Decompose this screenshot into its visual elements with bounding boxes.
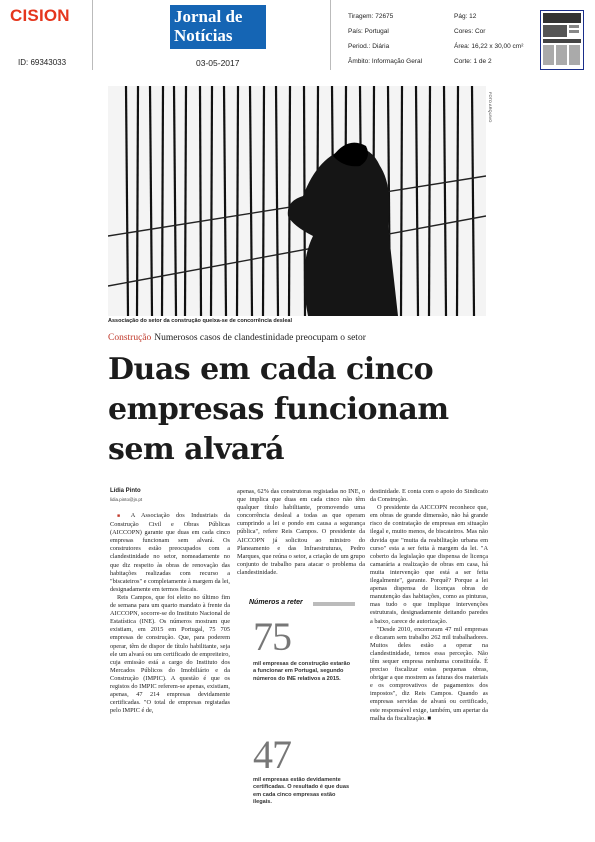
photo-caption: Associação do setor da construção queixa-se de concorrência desleal <box>108 318 293 324</box>
divider <box>330 0 331 70</box>
paragraph: apenas, 62% das construtoras registadas no INE, o que implica que duas em cada cinco não têm qualquer título habilitante, promovendo uma concorrência desleal a todas as que operam cumprindo a lei e pondo em causa a segurança pública", refere Reis Campos. O presidente da AICCOPN já solicitou ao ministro do Planeamento e das Infraestruturas, Pedro Marques, que reúna o setor, a criação de um grupo conjunto de trabalho para atacar o problema da clandestinidade. <box>237 488 365 576</box>
meta-pag: Pág: 12 <box>454 13 477 20</box>
stat-number: 47 <box>253 732 291 777</box>
photo-credit: FOTO ARQUIVO <box>488 92 493 123</box>
author-name: Lídia Pinto <box>110 488 141 494</box>
divider <box>92 0 93 70</box>
meta-corte: Corte: 1 de 2 <box>454 58 492 65</box>
paragraph-text: "Desde 2010, encerraram 47 mil empresas e dicaram sem trabalho 262 mil trabalhadores. Muitos deles estão a operar na clandestinidade, temos essa perceção. Não têm sequer empresa nenhuma constituída. É preciso fiscalizar estas pequenas obras, obrigar a que mostrem as faturas dos materiais e os comprovativos de pagamentos dos impostos", diz Reis Campos. Quando as empresas servidas de alvará ou certificado, este responsável exige, também, um apertar da malha da fiscalização. <box>370 625 488 722</box>
body-column-3 <box>370 488 488 723</box>
article-photo <box>108 86 486 316</box>
paragraph-text: A Associação dos Industriais da Construção Civil e Obras Públicas (AICCOPN) garante que duas em cada cinco empresas funcionam sem alvará. Os construtores estão preocupados com a clandestinidade no setor, nomeadamente no que diz respeito às obras de renovação das habitações realizadas com recurso a "biscateiros" e completamente à margem da lei, designadamente em termos fiscais. <box>110 512 230 593</box>
stat-number: 75 <box>253 614 291 659</box>
body-column-1 <box>110 512 230 715</box>
meta-ambito: Âmbito: Informação Geral <box>348 58 423 65</box>
paragraph <box>370 626 488 723</box>
numbers-box <box>245 599 355 815</box>
meta-area: Área: 16,22 x 30,00 cm² <box>454 43 524 50</box>
author-email: lidia.pinto@jn.pt <box>110 497 143 502</box>
stat-text: mil empresas estão devidamente certificadas. O resultado é que duas em cada cinco empresas estão ilegais. <box>253 777 350 806</box>
headline-line: Duas em cada cinco <box>108 352 434 387</box>
paragraph: destinidade. E conta com o apoio do Sindicato da Construção. <box>370 488 488 504</box>
publication-name-line1: Jornal de <box>174 7 243 26</box>
meta-period: Period.: Diária <box>348 43 390 50</box>
headline-line: sem alvará <box>108 432 285 467</box>
headline <box>108 350 498 470</box>
title-bar <box>313 602 355 606</box>
cision-logo: CISION <box>10 6 70 25</box>
kicker-text: Numerosos casos de clandestinidade preocupam o setor <box>154 333 366 343</box>
page-thumbnail[interactable] <box>540 10 584 70</box>
publication-date: 03-05-2017 <box>196 58 240 68</box>
numbers-box-title: Números a reter <box>249 599 303 606</box>
meta-tiragem: Tiragem: 72675 <box>348 13 394 20</box>
publication-name-line2: Notícias <box>174 26 233 45</box>
section-label: Construção <box>108 333 152 343</box>
end-marker-icon: ■ <box>427 714 432 722</box>
kicker <box>108 333 366 343</box>
meta-cores: Cores: Cor <box>454 28 486 35</box>
meta-pais: País: Portugal <box>348 28 389 35</box>
headline-line: empresas funcionam <box>108 392 449 427</box>
paragraph: O presidente da AICCOPN reconhece que, em obras de grande dimensão, não há grande risco de contratação de empresas em situação ilegal e, muito menos, de biscateiros. Mas não duvida que "muita da reabilitação urbana em curso" esta a ser feita à margem da lei. "A coberto da legislação que dispensa de licença camarária a realização de obras em casa, há muita intervenção que está a ser feita ilegalmente", garante. Porquê? Porque a lei apenas dispensa de licenças obras de manutenção das habitações, como as pinturas, mas tudo o que implique intervenções estruturais, designadamente deitando paredes a baixo, carece de autorização. <box>370 504 488 625</box>
paragraph: Reis Campos, que foi eleito no último fim de semana para um quarto mandato à frente da AICCOPN, socorre-se do Instituto Nacional de Estatística (INE). Os números mostram que existiam, em 2015 em Portugal, 75 705 empresas de construção. Que, para poderem operar, têm de dispor de título habilitante, seja ele um alvará ou um certificado de empreiteiro, cuja emissão está a cargo do Instituto dos Mercados Públicos do Imobiliário e da Construção (IMPIC). A questão é que os registos do IMPIC referem-se apenas, existiam, apenas, 47 214 empresas devidamente certificadas. "O total de empresas registadas pelo IMPIC é de, <box>110 593 230 715</box>
stat-text: mil empresas de construção estarão a funcionar em Portugal, segundo números do INE relativos a 2015. <box>253 661 351 682</box>
publication-logo <box>170 5 266 49</box>
document-id: ID: 69343033 <box>18 58 67 67</box>
metadata-right <box>454 12 523 72</box>
body-column-2 <box>237 488 365 577</box>
lead-marker-icon: ■ <box>117 514 125 519</box>
paragraph <box>110 512 230 594</box>
metadata-left <box>348 12 422 72</box>
